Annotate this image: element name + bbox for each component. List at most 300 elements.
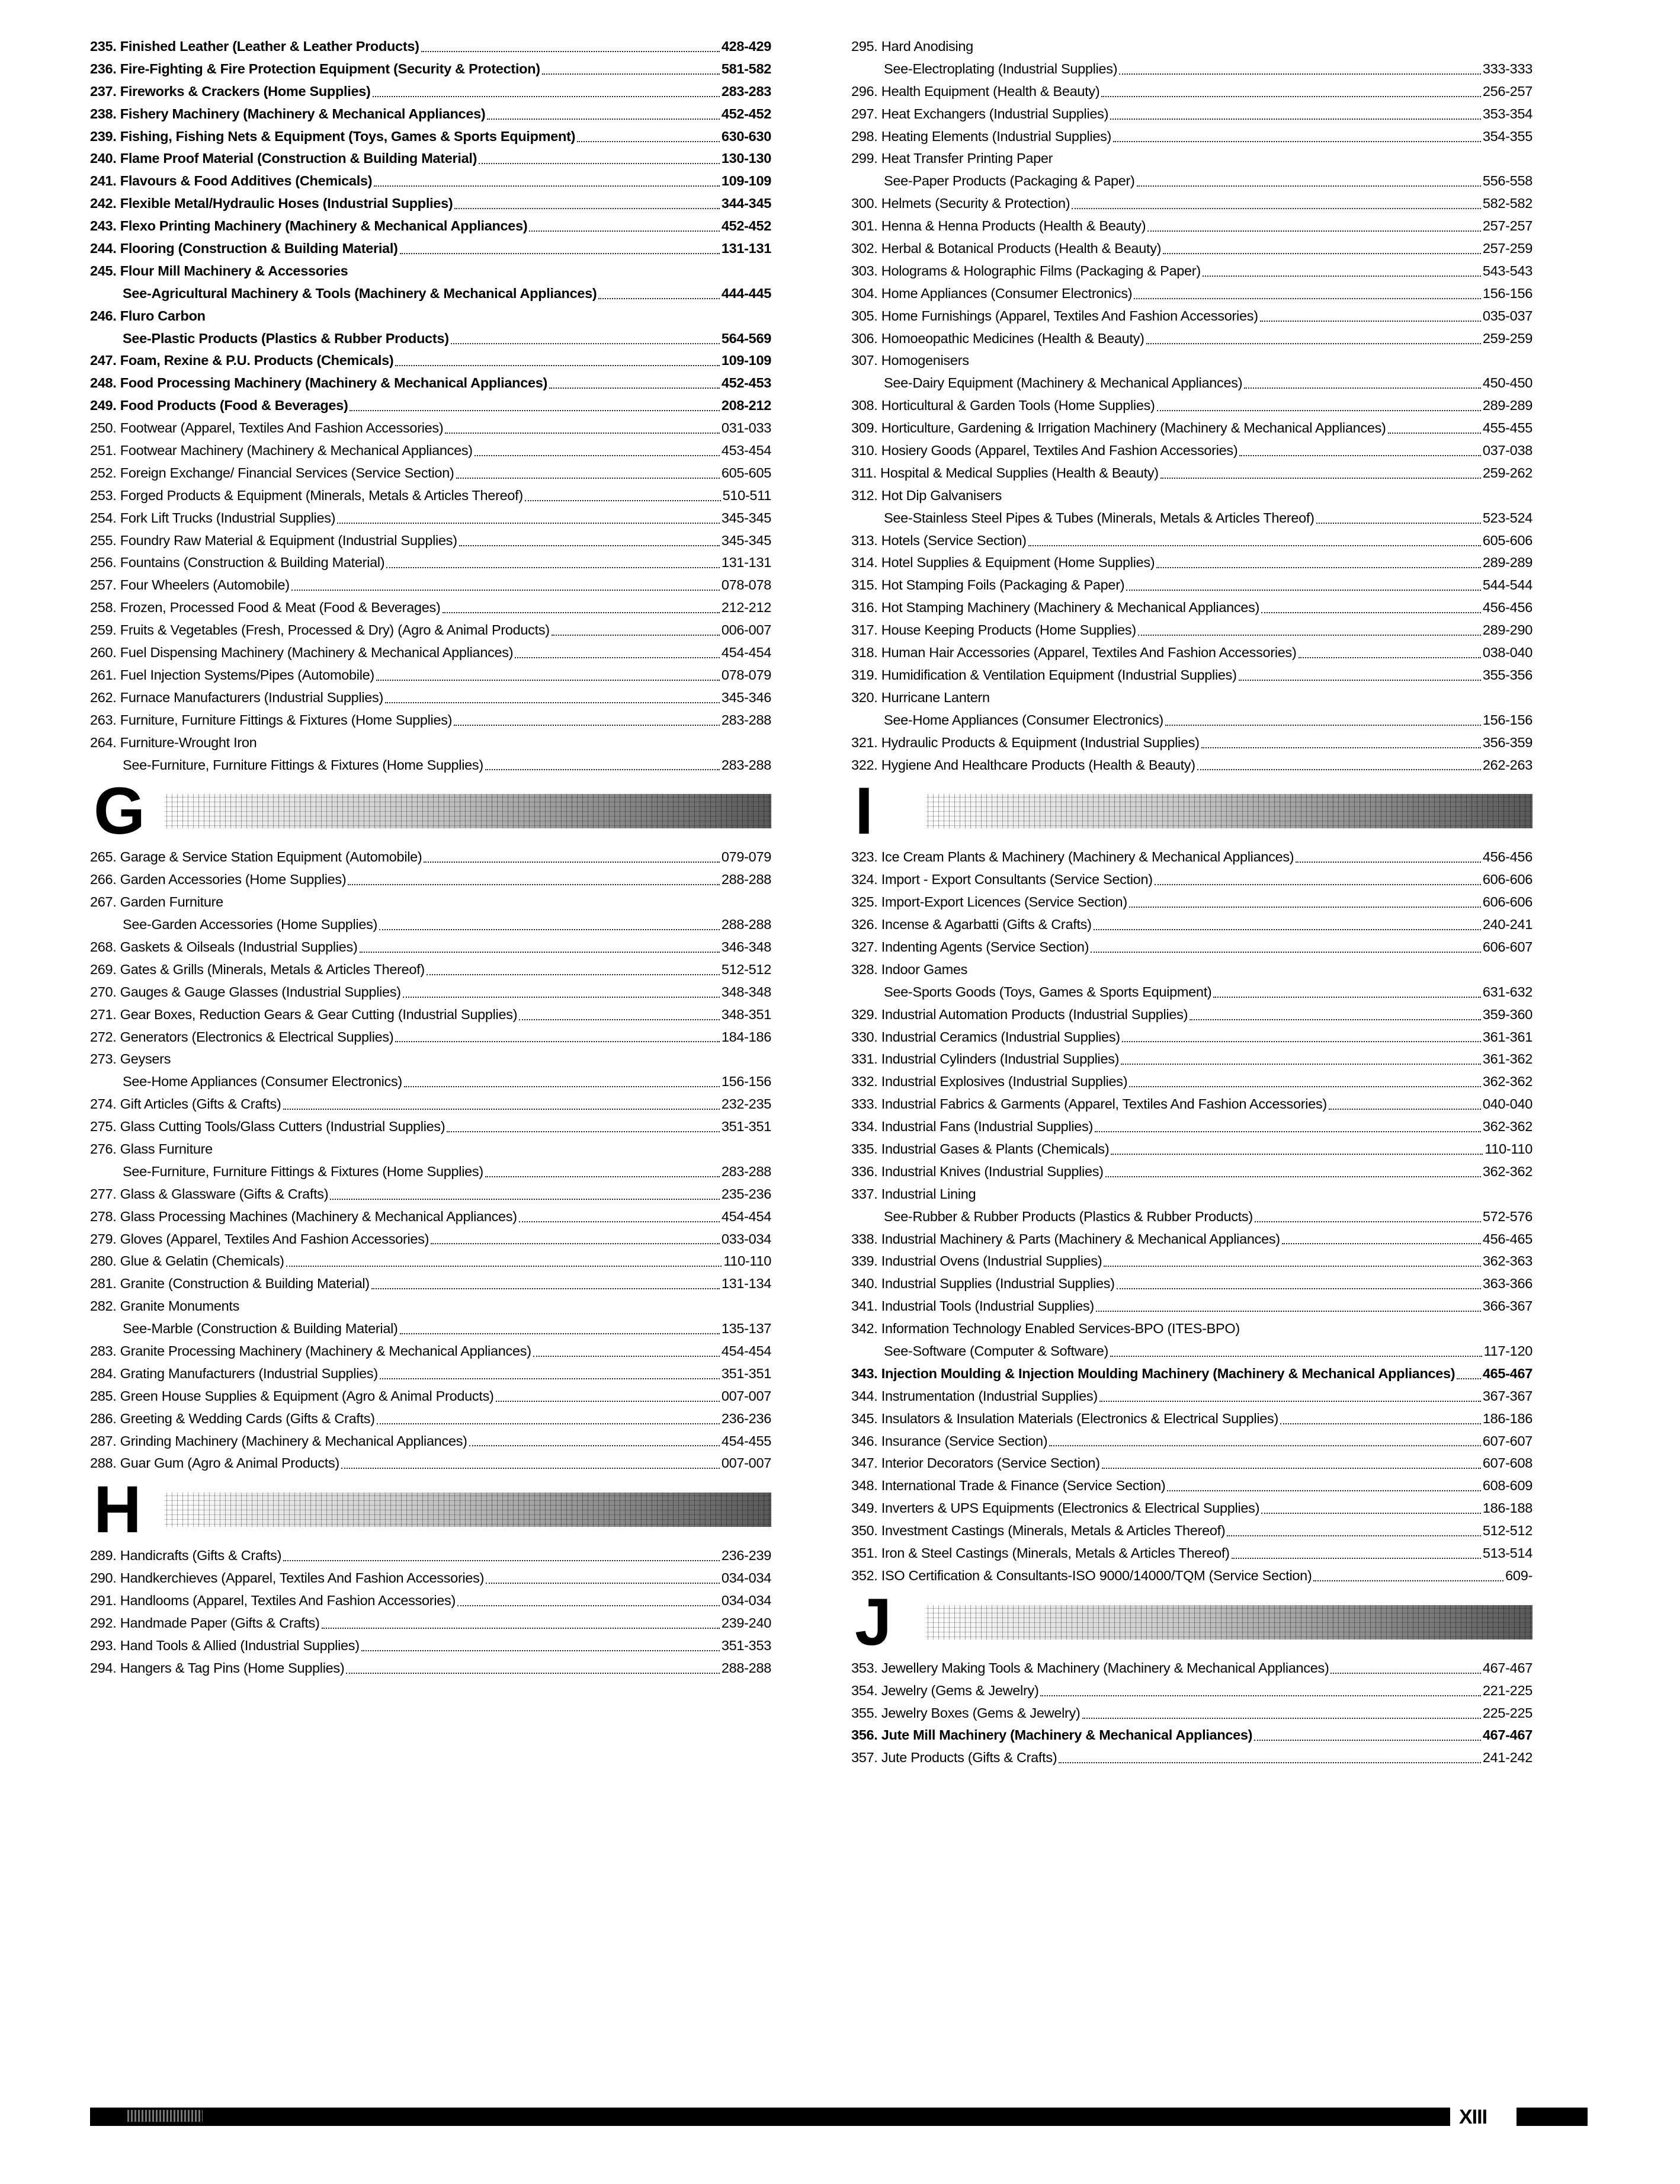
entry-label: 235. Finished Leather (Leather & Leather Products): [90, 39, 419, 54]
index-see-reference: [851, 170, 1532, 193]
entry-pages: 608-609: [1482, 1478, 1532, 1494]
entry-label: See-Stainless Steel Pipes & Tubes (Minerals, Metals & Articles Thereof): [884, 510, 1314, 526]
entry-label: 329. Industrial Automation Products (Industrial Supplies): [851, 1006, 1188, 1022]
index-entry: [851, 1004, 1532, 1026]
entry-label: 327. Indenting Agents (Service Section): [851, 939, 1089, 955]
entry-label: 263. Furniture, Furniture Fittings & Fixtures (Home Supplies): [90, 712, 453, 728]
index-entry: [90, 664, 771, 687]
index-entry: [90, 619, 771, 642]
entry-pages: 034-034: [721, 1570, 771, 1586]
entry-label: 252. Foreign Exchange/ Financial Services (Service Section): [90, 465, 454, 481]
section-header-g: [90, 776, 771, 846]
entry-pages: 467-467: [1482, 1660, 1532, 1676]
dot-leader: [1388, 433, 1481, 434]
index-entry: [90, 1408, 771, 1430]
entry-label: See-Plastic Products (Plastics & Rubber Products): [123, 330, 449, 346]
entry-label: 279. Gloves (Apparel, Textiles And Fashion Accessories): [90, 1231, 429, 1247]
section-letter: J: [855, 1584, 892, 1659]
entry-pages: 288-288: [721, 1660, 771, 1676]
entry-label: 315. Hot Stamping Foils (Packaging & Paper): [851, 577, 1125, 593]
entry-label: 290. Handkerchieves (Apparel, Textiles And Fashion Accessories): [90, 1570, 485, 1586]
entry-label: 261. Fuel Injection Systems/Pipes (Automobile): [90, 667, 374, 683]
entry-label: 337. Industrial Lining: [851, 1186, 976, 1202]
index-entry: [851, 395, 1532, 417]
dot-leader: [1313, 1580, 1503, 1581]
entry-pages: 240-241: [1482, 917, 1532, 933]
index-entry: [851, 869, 1532, 891]
dot-leader: [496, 1401, 720, 1402]
entry-pages: 040-040: [1482, 1096, 1532, 1112]
entry-pages: 257-259: [1482, 241, 1532, 257]
dot-leader: [454, 725, 720, 726]
dot-leader: [1160, 478, 1481, 479]
entry-pages: 544-544: [1482, 577, 1532, 593]
entry-label: 348. International Trade & Finance (Service Section): [851, 1478, 1166, 1494]
dot-leader: [447, 1131, 719, 1132]
entry-pages: 289-289: [1482, 398, 1532, 414]
entry-label: 332. Industrial Explosives (Industrial Supplies): [851, 1074, 1128, 1090]
entry-pages: 362-362: [1482, 1163, 1532, 1179]
footer-bar: [90, 2108, 1450, 2126]
index-entry: [851, 462, 1532, 485]
entry-label: 326. Incense & Agarbatti (Gifts & Crafts): [851, 917, 1092, 933]
entry-label: 292. Handmade Paper (Gifts & Crafts): [90, 1615, 320, 1631]
entry-pages: 283-288: [721, 1163, 771, 1179]
entry-pages: 035-037: [1482, 308, 1532, 324]
dot-leader: [337, 523, 720, 524]
dot-leader: [469, 1445, 720, 1446]
dot-leader: [431, 1243, 720, 1244]
dot-leader: [395, 365, 719, 366]
entry-label: 250. Footwear (Apparel, Textiles And Fashion Accessories): [90, 420, 444, 436]
dot-leader: [474, 455, 720, 456]
entry-label: 265. Garage & Service Station Equipment (Automobile): [90, 849, 422, 865]
entry-pages: 283-288: [721, 757, 771, 773]
dot-leader: [379, 929, 720, 930]
dot-leader: [519, 1019, 720, 1020]
section-letter: G: [94, 774, 146, 848]
entry-pages: 130-130: [721, 150, 771, 166]
entry-label: 258. Frozen, Processed Food & Meat (Food & Beverages): [90, 600, 441, 616]
entry-label: 285. Green House Supplies & Equipment (Agro & Animal Products): [90, 1388, 494, 1404]
entry-pages: 353-354: [1482, 105, 1532, 121]
entry-pages: 225-225: [1482, 1705, 1532, 1721]
index-entry: [90, 1567, 771, 1590]
entry-label: 244. Flooring (Construction & Building Material): [90, 241, 398, 257]
index-entry: [90, 58, 771, 81]
dot-leader: [1157, 410, 1481, 411]
dot-leader: [371, 1288, 720, 1289]
dot-leader: [283, 1109, 720, 1110]
dot-leader: [529, 230, 719, 232]
dot-leader: [380, 1378, 720, 1379]
entry-pages: 241-242: [1482, 1750, 1532, 1766]
dot-leader: [1239, 455, 1480, 456]
entry-pages: 454-454: [721, 645, 771, 661]
entry-label: 319. Humidification & Ventilation Equipment (Industrial Supplies): [851, 667, 1237, 683]
entry-pages: 221-225: [1482, 1682, 1532, 1698]
index-entry: [851, 1116, 1532, 1138]
entry-pages: 156-156: [1482, 712, 1532, 728]
section-letter: H: [94, 1472, 142, 1547]
index-entry: [851, 914, 1532, 936]
dot-leader: [598, 298, 719, 299]
entry-label: 268. Gaskets & Oilseals (Industrial Supplies): [90, 939, 358, 955]
entry-pages: 006-007: [721, 622, 771, 638]
index-see-reference: [851, 709, 1532, 732]
index-entry: [90, 1206, 771, 1228]
entry-label: 330. Industrial Ceramics (Industrial Supplies): [851, 1029, 1120, 1045]
index-entry: [90, 395, 771, 417]
index-entry: [90, 1452, 771, 1475]
entry-label: 341. Industrial Tools (Industrial Supplies): [851, 1298, 1094, 1314]
entry-label: 281. Granite (Construction & Building Material): [90, 1276, 370, 1292]
entry-pages: 117-120: [1483, 1343, 1532, 1359]
index-entry: [851, 1295, 1532, 1318]
index-see-reference: [90, 914, 771, 936]
entry-label: 248. Food Processing Machinery (Machinery & Mechanical Appliances): [90, 375, 548, 391]
index-see-reference: [851, 981, 1532, 1004]
entry-label: 342. Information Technology Enabled Services-BPO (ITES-BPO): [851, 1321, 1240, 1337]
index-entry: [851, 530, 1532, 552]
entry-pages: 606-606: [1482, 872, 1532, 888]
entry-pages: 450-450: [1482, 375, 1532, 391]
entry-label: 284. Grating Manufacturers (Industrial Supplies): [90, 1365, 378, 1381]
index-entry: [90, 1545, 771, 1567]
entry-label: 333. Industrial Fabrics & Garments (Apparel, Textiles And Fashion Accessories): [851, 1096, 1327, 1112]
entry-pages: 513-514: [1482, 1545, 1532, 1561]
entry-pages: 186-186: [1482, 1410, 1532, 1426]
entry-pages: 467-467: [1482, 1727, 1532, 1743]
entry-label: 302. Herbal & Botanical Products (Health & Beauty): [851, 241, 1162, 257]
dot-leader: [1110, 119, 1481, 120]
index-entry: [90, 530, 771, 552]
entry-label: 253. Forged Products & Equipment (Minerals, Metals & Articles Thereof): [90, 487, 523, 503]
entry-label: 238. Fishery Machinery (Machinery & Mechanical Appliances): [90, 105, 486, 121]
entry-pages: 236-239: [721, 1548, 771, 1564]
index-see-reference: [851, 372, 1532, 395]
entry-label: 347. Interior Decorators (Service Section): [851, 1455, 1100, 1471]
index-entry: [90, 417, 771, 440]
index-entry: [90, 597, 771, 619]
index-entry: [851, 1408, 1532, 1430]
entry-label: 336. Industrial Knives (Industrial Supplies): [851, 1163, 1104, 1179]
dot-leader: [1254, 1740, 1481, 1741]
entry-label: See-Furniture, Furniture Fittings & Fixtures (Home Supplies): [123, 757, 483, 773]
entry-pages: 361-362: [1482, 1051, 1532, 1067]
entry-pages: 606-606: [1482, 894, 1532, 910]
dot-leader: [485, 769, 720, 770]
entry-pages: 345-345: [721, 532, 771, 548]
index-entry: [90, 215, 771, 238]
entry-pages: 156-156: [1482, 285, 1532, 301]
index-entry: [851, 103, 1532, 126]
dot-leader: [1329, 1109, 1481, 1110]
index-entry: [851, 1497, 1532, 1520]
section-texture: [165, 1493, 771, 1527]
dot-leader: [361, 1650, 720, 1651]
index-entry: [90, 981, 771, 1004]
index-entry: [851, 1093, 1532, 1116]
entry-pages: 606-607: [1482, 939, 1532, 955]
dot-leader: [377, 1423, 720, 1424]
entry-pages: 031-033: [721, 420, 771, 436]
dot-leader: [542, 73, 720, 75]
index-heading: [90, 1295, 771, 1318]
section-header-h: [90, 1472, 771, 1547]
entry-label: 287. Grinding Machinery (Machinery & Mechanical Appliances): [90, 1433, 467, 1449]
entry-label: 349. Inverters & UPS Equipments (Electronics & Electrical Supplies): [851, 1500, 1260, 1516]
index-entry: [851, 574, 1532, 597]
entry-pages: 345-345: [721, 510, 771, 526]
index-see-reference: [90, 328, 771, 350]
entry-label: 299. Heat Transfer Printing Paper: [851, 150, 1053, 166]
entry-pages: 288-288: [721, 872, 771, 888]
index-see-reference: [851, 58, 1532, 81]
dot-leader: [533, 1356, 720, 1357]
entry-pages: 038-040: [1482, 645, 1532, 661]
entry-label: 296. Health Equipment (Health & Beauty): [851, 83, 1100, 99]
entry-label: 282. Granite Monuments: [90, 1298, 240, 1314]
dot-leader: [1197, 769, 1481, 770]
index-entry: [851, 238, 1532, 260]
index-see-reference: [851, 507, 1532, 530]
index-entry: [90, 1635, 771, 1657]
entry-pages: 289-289: [1482, 555, 1532, 571]
dot-leader: [1232, 1558, 1481, 1559]
entry-label: 322. Hygiene And Healthcare Products (Health & Beauty): [851, 757, 1195, 773]
index-entry: [90, 687, 771, 709]
index-entry: [90, 1004, 771, 1026]
entry-label: 298. Heating Elements (Industrial Supplies): [851, 128, 1112, 144]
entry-pages: 239-240: [721, 1615, 771, 1631]
entry-pages: 361-361: [1482, 1029, 1532, 1045]
dot-leader: [1280, 1423, 1481, 1424]
entry-label: 346. Insurance (Service Section): [851, 1433, 1048, 1449]
index-entry: [90, 170, 771, 193]
index-entry: [851, 1542, 1532, 1565]
index-entry: [851, 642, 1532, 664]
index-entry: [851, 1138, 1532, 1161]
entry-pages: 607-608: [1482, 1455, 1532, 1471]
dot-leader: [291, 590, 720, 591]
entry-label: 354. Jewelry (Gems & Jewelry): [851, 1682, 1039, 1698]
index-entry: [851, 1385, 1532, 1408]
index-heading: [851, 36, 1532, 58]
dot-leader: [283, 1560, 720, 1561]
entry-label: 317. House Keeping Products (Home Supplies): [851, 622, 1136, 638]
dot-leader: [485, 1176, 720, 1177]
entry-label: 237. Fireworks & Crackers (Home Supplies): [90, 83, 371, 99]
index-entry: [851, 754, 1532, 777]
entry-pages: 455-455: [1482, 420, 1532, 436]
dot-leader: [1096, 1311, 1481, 1312]
entry-label: 294. Hangers & Tag Pins (Home Supplies): [90, 1660, 345, 1676]
entry-label: 308. Horticultural & Garden Tools (Home Supplies): [851, 398, 1155, 414]
entry-label: 254. Fork Lift Trucks (Industrial Supplies): [90, 510, 336, 526]
dot-leader: [1117, 1288, 1481, 1289]
entry-label: 338. Industrial Machinery & Parts (Machinery & Mechanical Appliances): [851, 1231, 1280, 1247]
entry-pages: 582-582: [1482, 196, 1532, 212]
entry-label: 350. Investment Castings (Minerals, Metals & Articles Thereof): [851, 1523, 1226, 1539]
page-number: XIII: [1459, 2106, 1487, 2128]
entry-pages: 454-454: [721, 1208, 771, 1224]
entry-pages: 344-345: [721, 196, 771, 212]
entry-pages: 556-558: [1482, 173, 1532, 189]
entry-pages: 366-367: [1482, 1298, 1532, 1314]
index-heading: [90, 1138, 771, 1161]
entry-pages: 351-351: [721, 1365, 771, 1381]
entry-label: 255. Foundry Raw Material & Equipment (Industrial Supplies): [90, 532, 457, 548]
index-entry: [851, 1430, 1532, 1453]
dot-leader: [1104, 1266, 1480, 1267]
dot-leader: [519, 1221, 720, 1222]
index-entry: [851, 1071, 1532, 1093]
dot-leader: [1227, 1535, 1480, 1536]
dot-leader: [427, 974, 720, 975]
index-entry: [90, 1657, 771, 1680]
entry-label: See-Software (Computer & Software): [884, 1343, 1109, 1359]
entry-pages: 605-605: [721, 465, 771, 481]
entry-pages: 609-: [1505, 1567, 1532, 1583]
entry-label: See-Agricultural Machinery & Tools (Machinery & Mechanical Appliances): [123, 285, 597, 301]
index-entry: [851, 1273, 1532, 1295]
index-see-reference: [851, 1340, 1532, 1363]
entry-label: 343. Injection Moulding & Injection Moulding Machinery (Machinery & Mechanical Appliances): [851, 1365, 1455, 1381]
index-entry: [90, 507, 771, 530]
index-entry: [851, 1048, 1532, 1071]
entry-label: 264. Furniture-Wrought Iron: [90, 734, 257, 750]
index-entry: [90, 1612, 771, 1635]
index-entry: [851, 619, 1532, 642]
entry-label: 320. Hurricane Lantern: [851, 689, 990, 705]
entry-label: 266. Garden Accessories (Home Supplies): [90, 872, 347, 888]
entry-pages: 630-630: [721, 128, 771, 144]
dot-leader: [1244, 388, 1481, 389]
entry-pages: 452-452: [721, 105, 771, 121]
entry-pages: 346-348: [721, 939, 771, 955]
entry-pages: 212-212: [721, 600, 771, 616]
dot-leader: [1146, 343, 1481, 344]
dot-leader: [1102, 1468, 1481, 1469]
index-entry: [90, 148, 771, 170]
dot-leader: [1457, 1378, 1481, 1379]
index-entry: [90, 1026, 771, 1049]
dot-leader: [1190, 1019, 1481, 1020]
entry-label: 344. Instrumentation (Industrial Supplies): [851, 1388, 1098, 1404]
index-entry: [851, 1520, 1532, 1542]
index-entry: [90, 1116, 771, 1138]
entry-label: 247. Foam, Rexine & P.U. Products (Chemicals): [90, 353, 394, 369]
index-entry: [851, 417, 1532, 440]
dot-leader: [404, 1086, 720, 1087]
dot-leader: [1201, 747, 1481, 748]
entry-label: See-Home Appliances (Consumer Electronics): [123, 1074, 402, 1090]
entry-label: 241. Flavours & Food Additives (Chemicals): [90, 173, 373, 189]
entry-label: 239. Fishing, Fishing Nets & Equipment (Toys, Games & Sports Equipment): [90, 128, 576, 144]
section-texture: [165, 794, 771, 828]
section-header-j: [851, 1584, 1532, 1659]
dot-leader: [1147, 230, 1481, 232]
footer-tab: [1517, 2108, 1588, 2126]
index-column-right: [851, 36, 1532, 1769]
entry-pages: 543-543: [1482, 262, 1532, 278]
index-entry: [851, 260, 1532, 283]
index-entry: [90, 1273, 771, 1295]
dot-leader: [330, 1199, 720, 1200]
dot-leader: [1134, 298, 1481, 299]
entry-pages: 256-257: [1482, 83, 1532, 99]
entry-label: 276. Glass Furniture: [90, 1141, 213, 1157]
entry-pages: 283-283: [721, 83, 771, 99]
entry-label: 288. Guar Gum (Agro & Animal Products): [90, 1455, 339, 1471]
index-entry: [851, 597, 1532, 619]
entry-label: See-Paper Products (Packaging & Paper): [884, 173, 1135, 189]
entry-label: 352. ISO Certification & Consultants-ISO 9000/14000/TQM (Service Section): [851, 1567, 1312, 1583]
dot-leader: [322, 1628, 720, 1629]
index-heading: [851, 1183, 1532, 1206]
index-entry: [90, 959, 771, 981]
index-entry: [851, 891, 1532, 914]
entry-pages: 110-110: [1485, 1141, 1532, 1157]
dot-leader: [456, 478, 720, 479]
index-entry: [90, 1183, 771, 1206]
entry-pages: 007-007: [721, 1388, 771, 1404]
entry-pages: 512-512: [1482, 1523, 1532, 1539]
entry-label: 324. Import - Export Consultants (Service Section): [851, 872, 1153, 888]
entry-pages: 354-355: [1482, 128, 1532, 144]
entry-pages: 156-156: [721, 1074, 771, 1090]
index-entry: [90, 936, 771, 959]
entry-label: 245. Flour Mill Machinery & Accessories: [90, 262, 348, 278]
index-entry: [851, 126, 1532, 148]
index-entry: [851, 1026, 1532, 1049]
dot-leader: [1091, 952, 1481, 953]
entry-label: 295. Hard Anodising: [851, 39, 973, 54]
entry-label: See-Electroplating (Industrial Supplies): [884, 60, 1118, 76]
dot-leader: [1213, 997, 1480, 998]
entry-label: 259. Fruits & Vegetables (Fresh, Processed & Dry) (Agro & Animal Products): [90, 622, 550, 638]
entry-pages: 452-453: [721, 375, 771, 391]
entry-label: 273. Geysers: [90, 1051, 171, 1067]
entry-pages: 131-131: [721, 555, 771, 571]
entry-pages: 444-445: [721, 285, 771, 301]
dot-leader: [1121, 1064, 1481, 1065]
dot-leader: [1099, 1401, 1481, 1402]
dot-leader: [1260, 321, 1481, 322]
dot-leader: [1255, 1221, 1481, 1222]
entry-pages: 184-186: [721, 1029, 771, 1045]
dot-leader: [424, 862, 719, 863]
index-heading: [851, 1318, 1532, 1340]
entry-label: 272. Generators (Electronics & Electrical Supplies): [90, 1029, 394, 1045]
entry-pages: 456-465: [1482, 1231, 1532, 1247]
index-entry: [851, 552, 1532, 574]
dot-leader: [395, 1041, 719, 1042]
entry-pages: 363-366: [1482, 1276, 1532, 1292]
dot-leader: [1316, 523, 1481, 524]
dot-leader: [403, 997, 720, 998]
entry-label: 257. Four Wheelers (Automobile): [90, 577, 290, 593]
entry-label: 242. Flexible Metal/Hydraulic Hoses (Industrial Supplies): [90, 196, 453, 212]
entry-label: See-Marble (Construction & Building Material): [123, 1321, 398, 1337]
entry-pages: 454-454: [721, 1343, 771, 1359]
entry-label: 243. Flexo Printing Machinery (Machinery & Mechanical Appliances): [90, 218, 528, 234]
dot-leader: [374, 185, 720, 187]
section-letter: I: [855, 774, 874, 848]
dot-leader: [1105, 1176, 1481, 1177]
dot-leader: [577, 141, 720, 142]
